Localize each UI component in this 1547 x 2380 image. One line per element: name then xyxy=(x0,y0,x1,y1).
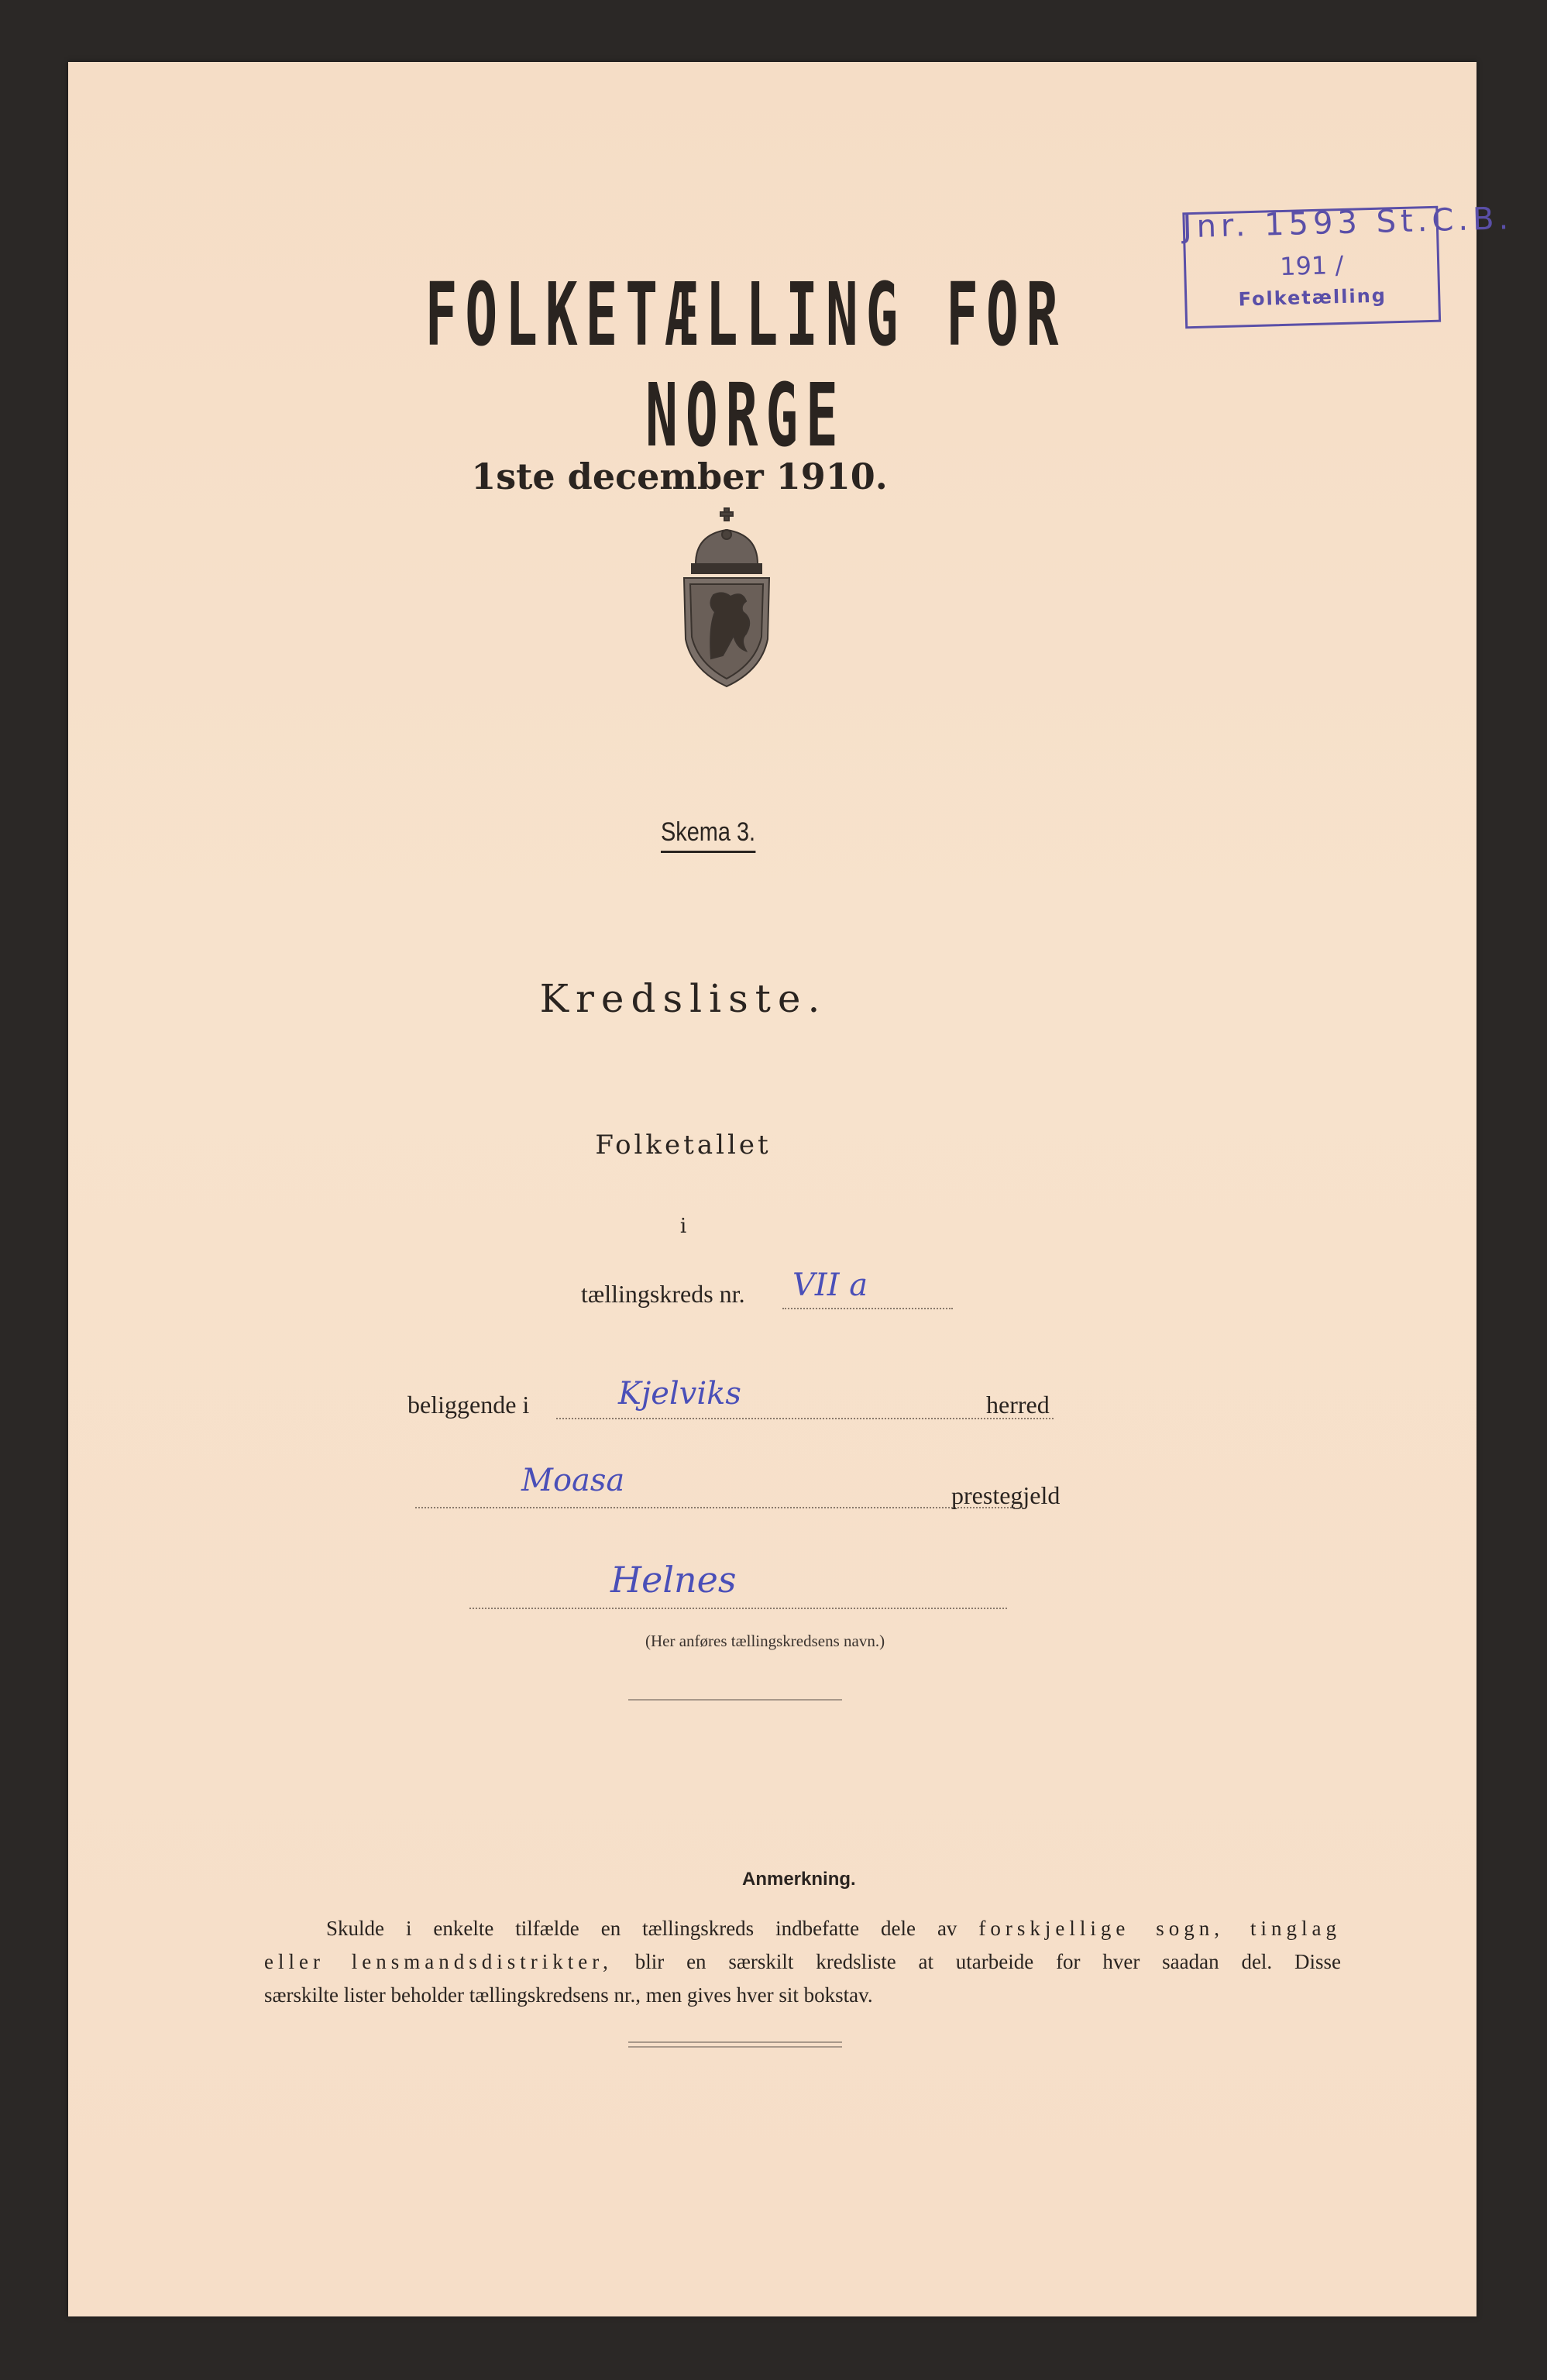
stamp-journal-number: Jnr. 1593 St.C.B. xyxy=(1182,201,1514,246)
prestegjeld-value: Moasa xyxy=(521,1463,625,1498)
prestegjeld-label: prestegjeld xyxy=(951,1481,1061,1509)
schema-number: Skema 3. xyxy=(661,817,755,853)
remark-line-1b: forskjellige sogn, tinglag xyxy=(978,1917,1341,1940)
herred-line xyxy=(556,1418,1054,1419)
remark-line-1a: Skulde i enkelte tilfælde en tællingskreds indbefatte dele av xyxy=(326,1917,957,1940)
district-number-line xyxy=(782,1308,953,1309)
divider-short xyxy=(628,1699,842,1701)
herred-value: Kjelviks xyxy=(618,1376,741,1412)
double-rule-top xyxy=(628,2041,842,2043)
double-rule-bottom xyxy=(628,2046,842,2048)
remark-line-1 xyxy=(264,1912,1341,1945)
remark-line-2 xyxy=(264,1945,1341,1979)
heading-population: Folketallet xyxy=(595,1130,772,1161)
remark-line-3: særskilte lister beholder tællingskredsens nr., men gives hver sit bokstav. xyxy=(264,1983,873,2007)
district-number-label: tællingskreds nr. xyxy=(581,1280,745,1308)
remark-title: Anmerkning. xyxy=(742,1869,856,1890)
document-title: FOLKETÆLLING FOR NORGE xyxy=(425,265,1067,466)
stamp-department: Folketælling xyxy=(1238,284,1387,311)
heading-in: i xyxy=(679,1215,687,1238)
stamp-year: 191 / xyxy=(1279,249,1344,282)
located-in-label: beliggende i xyxy=(407,1391,530,1419)
registry-stamp xyxy=(1182,192,1514,329)
district-name-hint: (Her anføres tællingskredsens navn.) xyxy=(645,1632,885,1650)
document-page xyxy=(68,62,1514,2316)
document-date: 1ste december 1910. xyxy=(471,456,888,497)
remark-line-2b: blir en særskilt kredsliste at utarbeide for hver saadan del. Disse xyxy=(634,1950,1341,1973)
remark-text xyxy=(264,1912,1341,2012)
district-name-value: Helnes xyxy=(610,1559,737,1601)
prestegjeld-line xyxy=(415,1507,1015,1508)
norway-coat-of-arms-icon xyxy=(669,504,785,690)
remark-line-2a: eller lensmandsdistrikter, xyxy=(264,1950,613,1973)
form-title: Kredsliste. xyxy=(539,976,827,1021)
district-number-value: VII a xyxy=(792,1267,868,1303)
herred-label: herred xyxy=(986,1391,1050,1419)
district-name-line xyxy=(469,1608,1007,1609)
